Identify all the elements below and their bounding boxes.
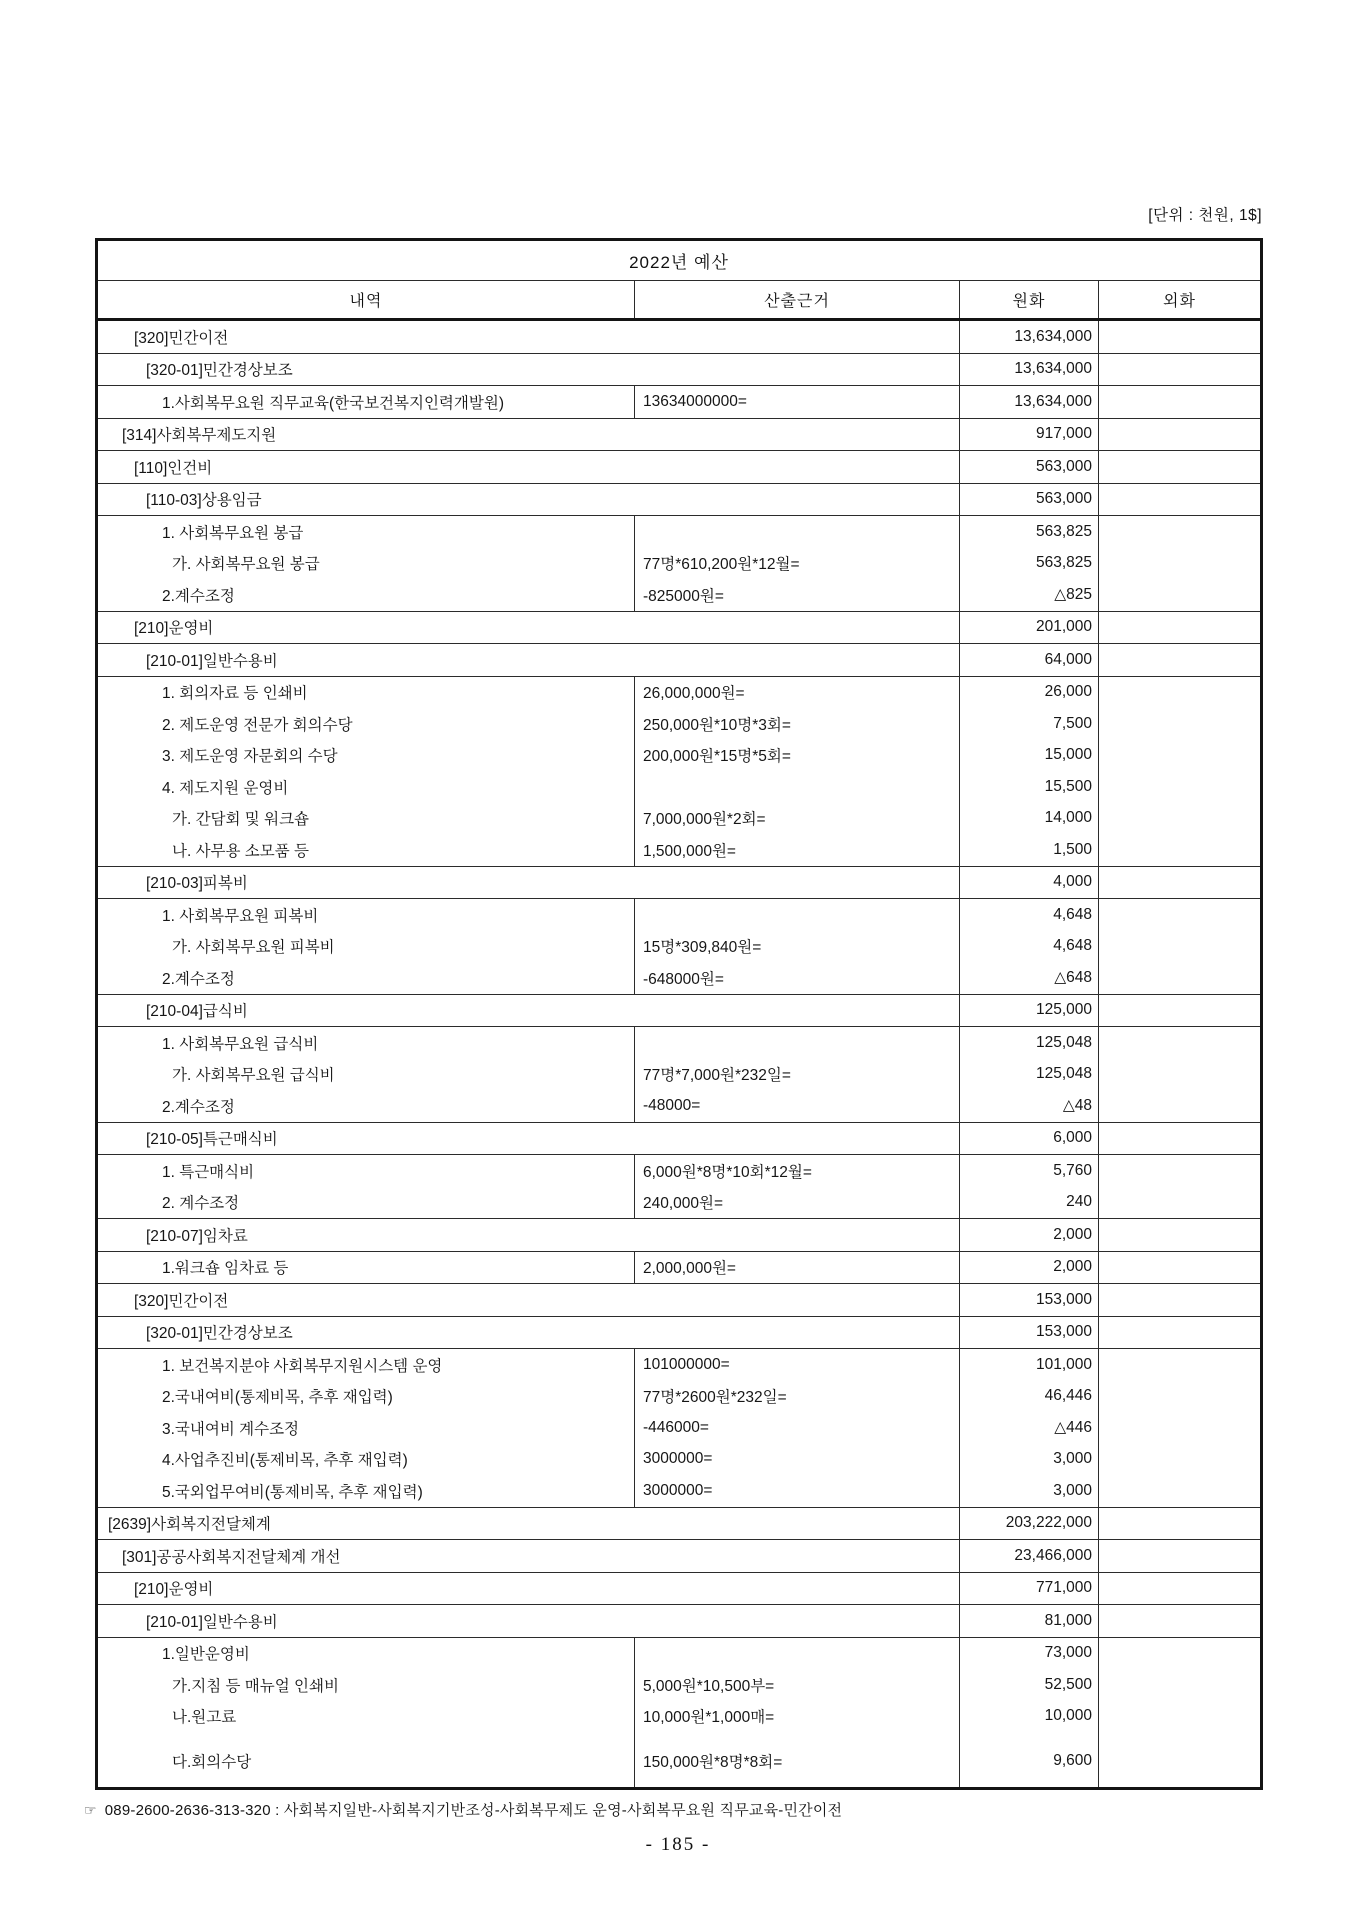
won-cell: [960, 451, 1099, 484]
item-label: [210]운영비: [134, 620, 214, 638]
table-row: [97, 483, 1262, 516]
won-cell: [960, 1540, 1099, 1573]
item-label: 가. 사회복무요원 피복비: [172, 939, 335, 957]
pointing-hand-icon: ☞: [84, 1802, 97, 1818]
item-label: 4.사업추진비(통제비목, 추후 재입력): [162, 1452, 408, 1470]
foreign-cell: [1099, 1540, 1262, 1573]
table-row: [97, 1122, 1262, 1155]
item-cell: [97, 676, 635, 866]
won-amount: 917,000: [1035, 425, 1092, 443]
table-row: [97, 1251, 1262, 1284]
item-cell: [97, 1637, 635, 1788]
item-cell: [97, 1155, 635, 1219]
basis-cell: [635, 1637, 960, 1788]
won-amount: 153,000: [1035, 1323, 1092, 1341]
foreign-cell: [1099, 676, 1262, 866]
won-amount: 2,000: [1053, 1225, 1092, 1243]
won-amount: 9,600: [1053, 1751, 1092, 1769]
table-row: [97, 1316, 1262, 1349]
item-cell: [97, 1251, 635, 1284]
item-label: 4. 제도지원 운영비: [162, 779, 289, 797]
won-amount: 563,825: [1035, 522, 1092, 540]
calc-basis: 26,000,000원=: [643, 685, 745, 703]
item-cell: [97, 1284, 960, 1317]
table-row: [97, 899, 1262, 995]
foreign-cell: [1099, 1284, 1262, 1317]
item-label: [320-01]민간경상보조: [146, 362, 293, 380]
won-amount: 771,000: [1035, 1579, 1092, 1597]
won-amount: 203,222,000: [1005, 1514, 1092, 1532]
basis-cell: [635, 1349, 960, 1508]
won-amount: 7,500: [1053, 714, 1092, 732]
foreign-cell: [1099, 866, 1262, 899]
calc-basis: 6,000원*8명*10회*12월=: [643, 1163, 812, 1181]
item-cell: [97, 353, 960, 386]
foreign-cell: [1099, 1027, 1262, 1123]
item-label: [210-01]일반수용비: [146, 1613, 278, 1631]
foreign-cell: [1099, 611, 1262, 644]
won-amount: 15,000: [1044, 746, 1092, 764]
won-amount: 13,634,000: [1014, 327, 1092, 345]
won-amount: 125,048: [1035, 1033, 1092, 1051]
item-label: 나. 사무용 소모품 등: [172, 842, 310, 860]
won-amount: 13,634,000: [1014, 360, 1092, 378]
column-header-item: 내역: [97, 281, 635, 320]
basis-cell: [635, 516, 960, 612]
item-cell: [97, 516, 635, 612]
item-label: 가. 간담회 및 워크숍: [172, 811, 310, 829]
won-cell: [960, 866, 1099, 899]
foreign-cell: [1099, 516, 1262, 612]
calc-basis: 150,000원*8명*8회=: [643, 1753, 783, 1771]
won-cell: [960, 320, 1099, 354]
table-body: [97, 320, 1262, 1789]
item-label: 1. 특근매식비: [162, 1163, 255, 1181]
table-row: [97, 866, 1262, 899]
item-label: 5.국외업무여비(통제비목, 추후 재입력): [162, 1483, 423, 1501]
won-cell: [960, 644, 1099, 677]
won-amount: △446: [1054, 1419, 1092, 1437]
column-header-basis: 산출근거: [635, 281, 960, 320]
won-amount: 2,000: [1053, 1258, 1092, 1276]
item-label: 2.국내여비(통제비목, 추후 재입력): [162, 1389, 393, 1407]
won-amount: 6,000: [1053, 1129, 1092, 1147]
table-header-row: [97, 281, 1262, 320]
item-label: 1.사회복무요원 직무교육(한국보건복지인력개발원): [162, 394, 504, 412]
calc-basis: 15명*309,840원=: [643, 939, 762, 957]
won-cell: [960, 1122, 1099, 1155]
calc-basis: [635, 1638, 959, 1670]
item-label: 2. 제도운영 전문가 회의수당: [162, 716, 353, 734]
basis-cell: [635, 676, 960, 866]
item-cell: [97, 1540, 960, 1573]
won-amount: △48: [1062, 1097, 1092, 1115]
won-cell: [960, 483, 1099, 516]
calc-basis: 101000000=: [643, 1355, 730, 1373]
item-cell: [97, 1316, 960, 1349]
won-amount: 563,000: [1035, 490, 1092, 508]
foreign-cell: [1099, 1251, 1262, 1284]
calc-basis: -48000=: [643, 1096, 701, 1114]
item-label: 1. 회의자료 등 인쇄비: [162, 685, 308, 703]
foreign-cell: [1099, 1122, 1262, 1155]
footnote: [84, 1799, 842, 1820]
item-cell: [97, 483, 960, 516]
item-label: [210-01]일반수용비: [146, 652, 278, 670]
won-amount: 4,648: [1053, 905, 1092, 923]
won-amount: 153,000: [1035, 1290, 1092, 1308]
column-header-won: 원화: [960, 281, 1099, 320]
calc-basis: [635, 771, 959, 803]
item-label: 가. 사회복무요원 급식비: [172, 1067, 335, 1085]
calc-basis: [635, 899, 959, 931]
won-cell: [960, 676, 1099, 866]
table-row: [97, 320, 1262, 354]
won-cell: [960, 418, 1099, 451]
won-amount: 3,000: [1053, 1450, 1092, 1468]
won-cell: [960, 516, 1099, 612]
item-cell: [97, 1122, 960, 1155]
table-row: [97, 1349, 1262, 1508]
item-label: [210-03]피복비: [146, 875, 248, 893]
calc-basis: 77명*7,000원*232일=: [643, 1067, 791, 1085]
won-amount: △825: [1054, 586, 1092, 604]
foreign-cell: [1099, 1637, 1262, 1788]
table-row: [97, 994, 1262, 1027]
foreign-cell: [1099, 899, 1262, 995]
foreign-cell: [1099, 994, 1262, 1027]
won-cell: [960, 353, 1099, 386]
won-cell: [960, 899, 1099, 995]
item-cell: [97, 320, 960, 354]
won-amount: 81,000: [1044, 1611, 1092, 1629]
calc-basis: 3000000=: [643, 1450, 713, 1468]
won-cell: [960, 994, 1099, 1027]
item-cell: [97, 1507, 960, 1540]
won-cell: [960, 1027, 1099, 1123]
won-cell: [960, 1349, 1099, 1508]
calc-basis: 2,000,000원=: [643, 1260, 736, 1278]
basis-cell: [635, 899, 960, 995]
table-title-row: [97, 240, 1262, 281]
won-cell: [960, 1507, 1099, 1540]
table-row: [97, 1507, 1262, 1540]
won-amount: △648: [1054, 969, 1092, 987]
item-cell: [97, 418, 960, 451]
table-row: [97, 1637, 1262, 1788]
won-cell: [960, 1316, 1099, 1349]
item-label: 나.원고료: [172, 1709, 237, 1727]
table-row: [97, 418, 1262, 451]
table-row: [97, 1155, 1262, 1219]
foreign-cell: [1099, 483, 1262, 516]
won-amount: 563,000: [1035, 457, 1092, 475]
won-amount: 46,446: [1044, 1387, 1092, 1405]
calc-basis: -446000=: [643, 1418, 709, 1436]
won-amount: 26,000: [1044, 683, 1092, 701]
calc-basis: 3000000=: [643, 1481, 713, 1499]
foreign-cell: [1099, 320, 1262, 354]
won-amount: 101,000: [1035, 1355, 1092, 1373]
table-row: [97, 1284, 1262, 1317]
foreign-cell: [1099, 1605, 1262, 1638]
foreign-cell: [1099, 1155, 1262, 1219]
foreign-cell: [1099, 418, 1262, 451]
calc-basis: 240,000원=: [643, 1195, 724, 1213]
table-row: [97, 611, 1262, 644]
basis-cell: [635, 1155, 960, 1219]
item-cell: [97, 1605, 960, 1638]
foreign-cell: [1099, 644, 1262, 677]
item-label: [210]운영비: [134, 1581, 214, 1599]
won-cell: [960, 1251, 1099, 1284]
budget-table: [95, 238, 1263, 1790]
won-amount: 14,000: [1044, 809, 1092, 827]
item-label: 2. 계수조정: [162, 1195, 240, 1213]
won-amount: 563,825: [1035, 554, 1092, 572]
won-amount: 4,000: [1053, 873, 1092, 891]
item-label: [110]인건비: [134, 459, 213, 477]
calc-basis: -648000원=: [643, 970, 724, 988]
item-label: [2639]사회복지전달체계: [108, 1516, 271, 1534]
foreign-cell: [1099, 1316, 1262, 1349]
item-label: 가.지침 등 매뉴얼 인쇄비: [172, 1677, 339, 1695]
calc-basis: 7,000,000원*2회=: [643, 811, 766, 829]
item-label: 다.회의수당: [172, 1753, 252, 1771]
won-amount: 4,648: [1053, 937, 1092, 955]
won-amount: 13,634,000: [1014, 392, 1092, 410]
item-label: [314]사회복무제도지원: [122, 427, 277, 445]
won-amount: 240: [1066, 1193, 1092, 1211]
unit-note: [단위 : 천원, 1$]: [1148, 207, 1262, 224]
item-label: [320-01]민간경상보조: [146, 1325, 293, 1343]
calc-basis: 13634000000=: [643, 392, 747, 410]
table-row: [97, 353, 1262, 386]
won-cell: [960, 1572, 1099, 1605]
item-label: 3. 제도운영 자문회의 수당: [162, 748, 338, 766]
item-cell: [97, 386, 635, 419]
item-label: 1. 사회복무요원 봉급: [162, 524, 304, 542]
calc-basis: 250,000원*10명*3회=: [643, 716, 791, 734]
basis-cell: [635, 1251, 960, 1284]
item-label: 1. 사회복무요원 피복비: [162, 907, 319, 925]
item-label: [210-07]임차료: [146, 1227, 248, 1245]
table-row: [97, 516, 1262, 612]
page-number: - 185 -: [645, 1834, 711, 1855]
won-amount: 5,760: [1053, 1161, 1092, 1179]
item-cell: [97, 1219, 960, 1252]
won-amount: 73,000: [1044, 1644, 1092, 1662]
won-amount: 15,500: [1044, 777, 1092, 795]
item-cell: [97, 644, 960, 677]
calc-basis: 77명*2600원*232일=: [643, 1389, 787, 1407]
table-row: [97, 1540, 1262, 1573]
item-cell: [97, 1027, 635, 1123]
table-title: 2022년 예산: [97, 240, 1262, 281]
won-amount: 10,000: [1044, 1707, 1092, 1725]
item-label: 1.일반운영비: [162, 1646, 250, 1664]
won-amount: 52,500: [1044, 1675, 1092, 1693]
won-cell: [960, 1284, 1099, 1317]
item-label: [320]민간이전: [134, 329, 229, 347]
item-cell: [97, 1572, 960, 1605]
item-label: 3.국내여비 계수조정: [162, 1420, 300, 1438]
table-row: [97, 1572, 1262, 1605]
won-amount: 23,466,000: [1014, 1546, 1092, 1564]
item-cell: [97, 451, 960, 484]
column-header-foreign: 외화: [1099, 281, 1262, 320]
table-row: [97, 1219, 1262, 1252]
table-row: [97, 644, 1262, 677]
won-cell: [960, 1219, 1099, 1252]
foreign-cell: [1099, 1219, 1262, 1252]
calc-basis: 77명*610,200원*12월=: [643, 556, 800, 574]
item-label: [110-03]상용임금: [146, 492, 262, 510]
calc-basis: 200,000원*15명*5회=: [643, 748, 791, 766]
won-amount: 64,000: [1044, 650, 1092, 668]
item-cell: [97, 1349, 635, 1508]
item-label: 가. 사회복무요원 봉급: [172, 556, 320, 574]
footnote-text: 089-2600-2636-313-320 : 사회복지일반-사회복지기반조성-사회복무제도 운영-사회복무요원 직무교육-민간이전: [104, 1802, 843, 1819]
won-amount: 125,000: [1035, 1001, 1092, 1019]
item-label: 2.계수조정: [162, 587, 235, 605]
won-amount: 1,500: [1053, 840, 1092, 858]
table-row: [97, 676, 1262, 866]
item-cell: [97, 611, 960, 644]
foreign-cell: [1099, 1507, 1262, 1540]
item-label: [210-04]급식비: [146, 1003, 248, 1021]
foreign-cell: [1099, 1349, 1262, 1508]
won-amount: 201,000: [1035, 618, 1092, 636]
item-cell: [97, 994, 960, 1027]
calc-basis: 1,500,000원=: [643, 842, 736, 860]
basis-cell: [635, 386, 960, 419]
foreign-cell: [1099, 451, 1262, 484]
item-label: [210-05]특근매식비: [146, 1131, 278, 1149]
won-cell: [960, 1155, 1099, 1219]
item-label: 2.계수조정: [162, 970, 235, 988]
item-label: 2.계수조정: [162, 1098, 235, 1116]
won-cell: [960, 611, 1099, 644]
foreign-cell: [1099, 353, 1262, 386]
won-cell: [960, 1637, 1099, 1788]
foreign-cell: [1099, 1572, 1262, 1605]
won-cell: [960, 386, 1099, 419]
table-row: [97, 1027, 1262, 1123]
table-row: [97, 386, 1262, 419]
won-cell: [960, 1605, 1099, 1638]
won-amount: 3,000: [1053, 1481, 1092, 1499]
won-amount: 125,048: [1035, 1065, 1092, 1083]
calc-basis: [635, 1027, 959, 1059]
item-cell: [97, 866, 960, 899]
item-label: 1. 사회복무요원 급식비: [162, 1035, 319, 1053]
table-row: [97, 1605, 1262, 1638]
item-label: 1.워크숍 임차료 등: [162, 1260, 289, 1278]
table-row: [97, 451, 1262, 484]
basis-cell: [635, 1027, 960, 1123]
item-label: [320]민간이전: [134, 1292, 229, 1310]
foreign-cell: [1099, 386, 1262, 419]
item-label: [301]공공사회복지전달체계 개선: [122, 1548, 341, 1566]
item-cell: [97, 899, 635, 995]
item-label: 1. 보건복지분야 사회복무지원시스템 운영: [162, 1357, 443, 1375]
calc-basis: 5,000원*10,500부=: [643, 1677, 775, 1695]
calc-basis: [635, 516, 959, 548]
calc-basis: 10,000원*1,000매=: [643, 1709, 775, 1727]
calc-basis: -825000원=: [643, 587, 724, 605]
